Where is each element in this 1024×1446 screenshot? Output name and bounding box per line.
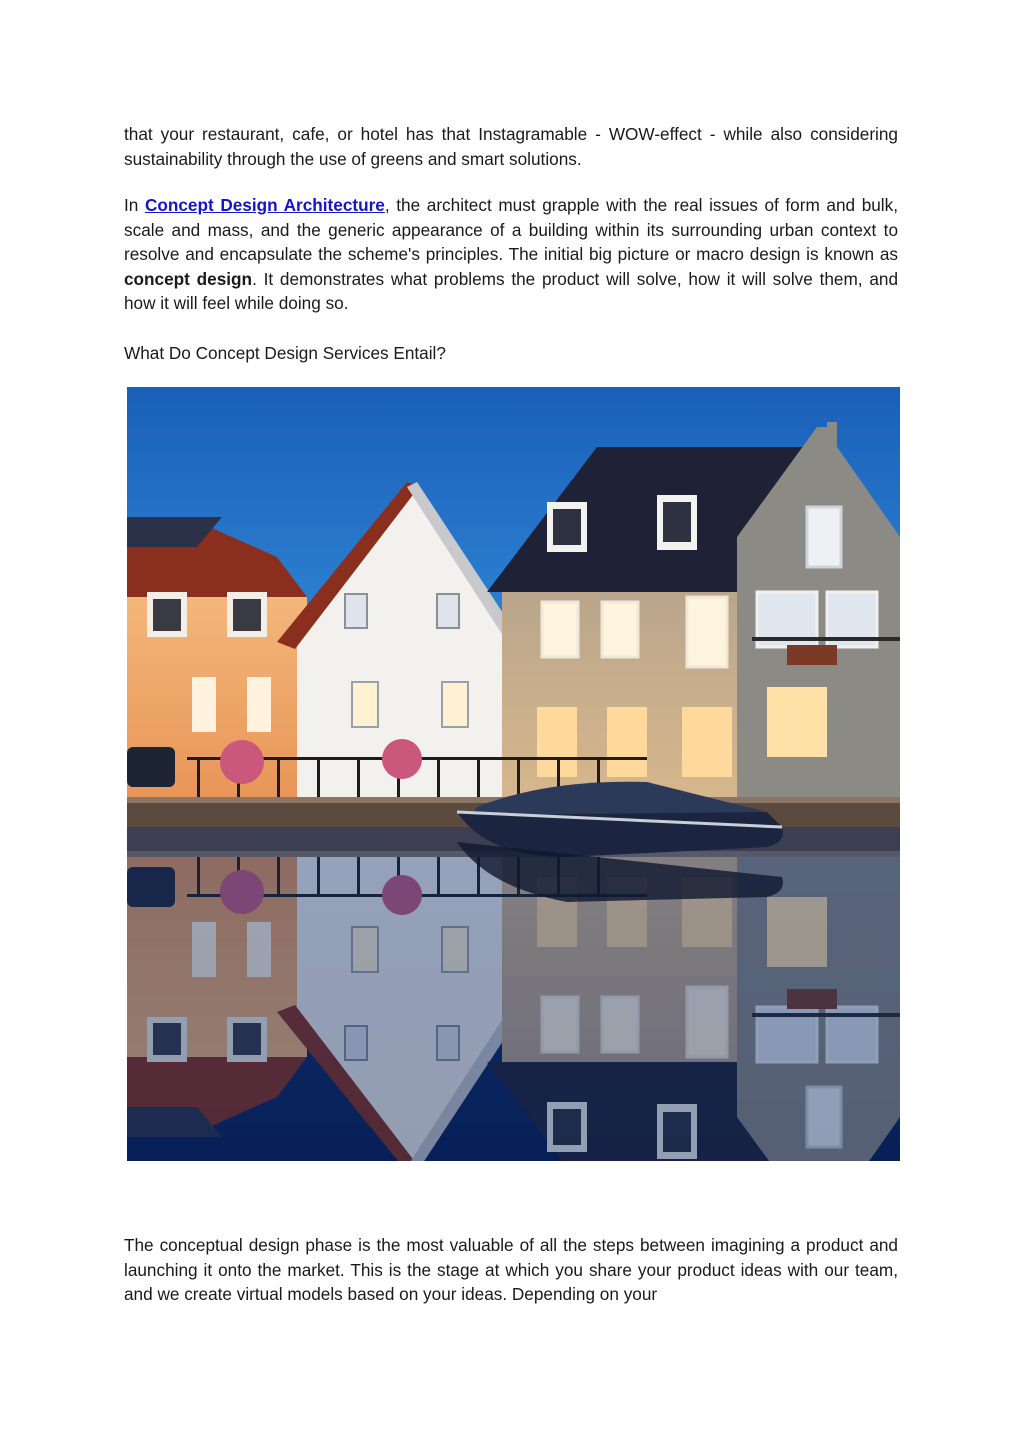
paragraph-concept-design	[124, 193, 898, 316]
paragraph-suffix: . It demonstrates what problems the product will solve, how it will solve them, and how it will feel while doing so.	[124, 268, 899, 314]
paragraph-conceptual-phase: The conceptual design phase is the most valuable of all the steps between imagining a product and launching it onto the market. This is the stage at which you share your product ideas with our team, and we create virtual models based on your ideas. Depending on your	[124, 1235, 898, 1305]
canal-houses-illustration	[127, 387, 900, 1161]
paragraph-middle: , the architect must grapple with the real issues of form and bulk, scale and mass, and the generic appearance of a building within its surrounding urban context to resolve and encapsulate the scheme's principles. The initial big picture or macro design is known as	[124, 195, 898, 265]
concept-design-bold: concept design	[124, 268, 253, 289]
canal-houses-photo	[127, 387, 900, 1161]
paragraph-prefix: In	[124, 195, 145, 215]
concept-design-architecture-link[interactable]: Concept Design Architecture	[144, 195, 385, 215]
paragraph-intro-continued: that your restaurant, cafe, or hotel has that Instagramable - WOW-effect - while also considering sustainability through the use of greens and smart solutions.	[124, 124, 898, 169]
section-heading: What Do Concept Design Services Entail?	[124, 343, 446, 363]
